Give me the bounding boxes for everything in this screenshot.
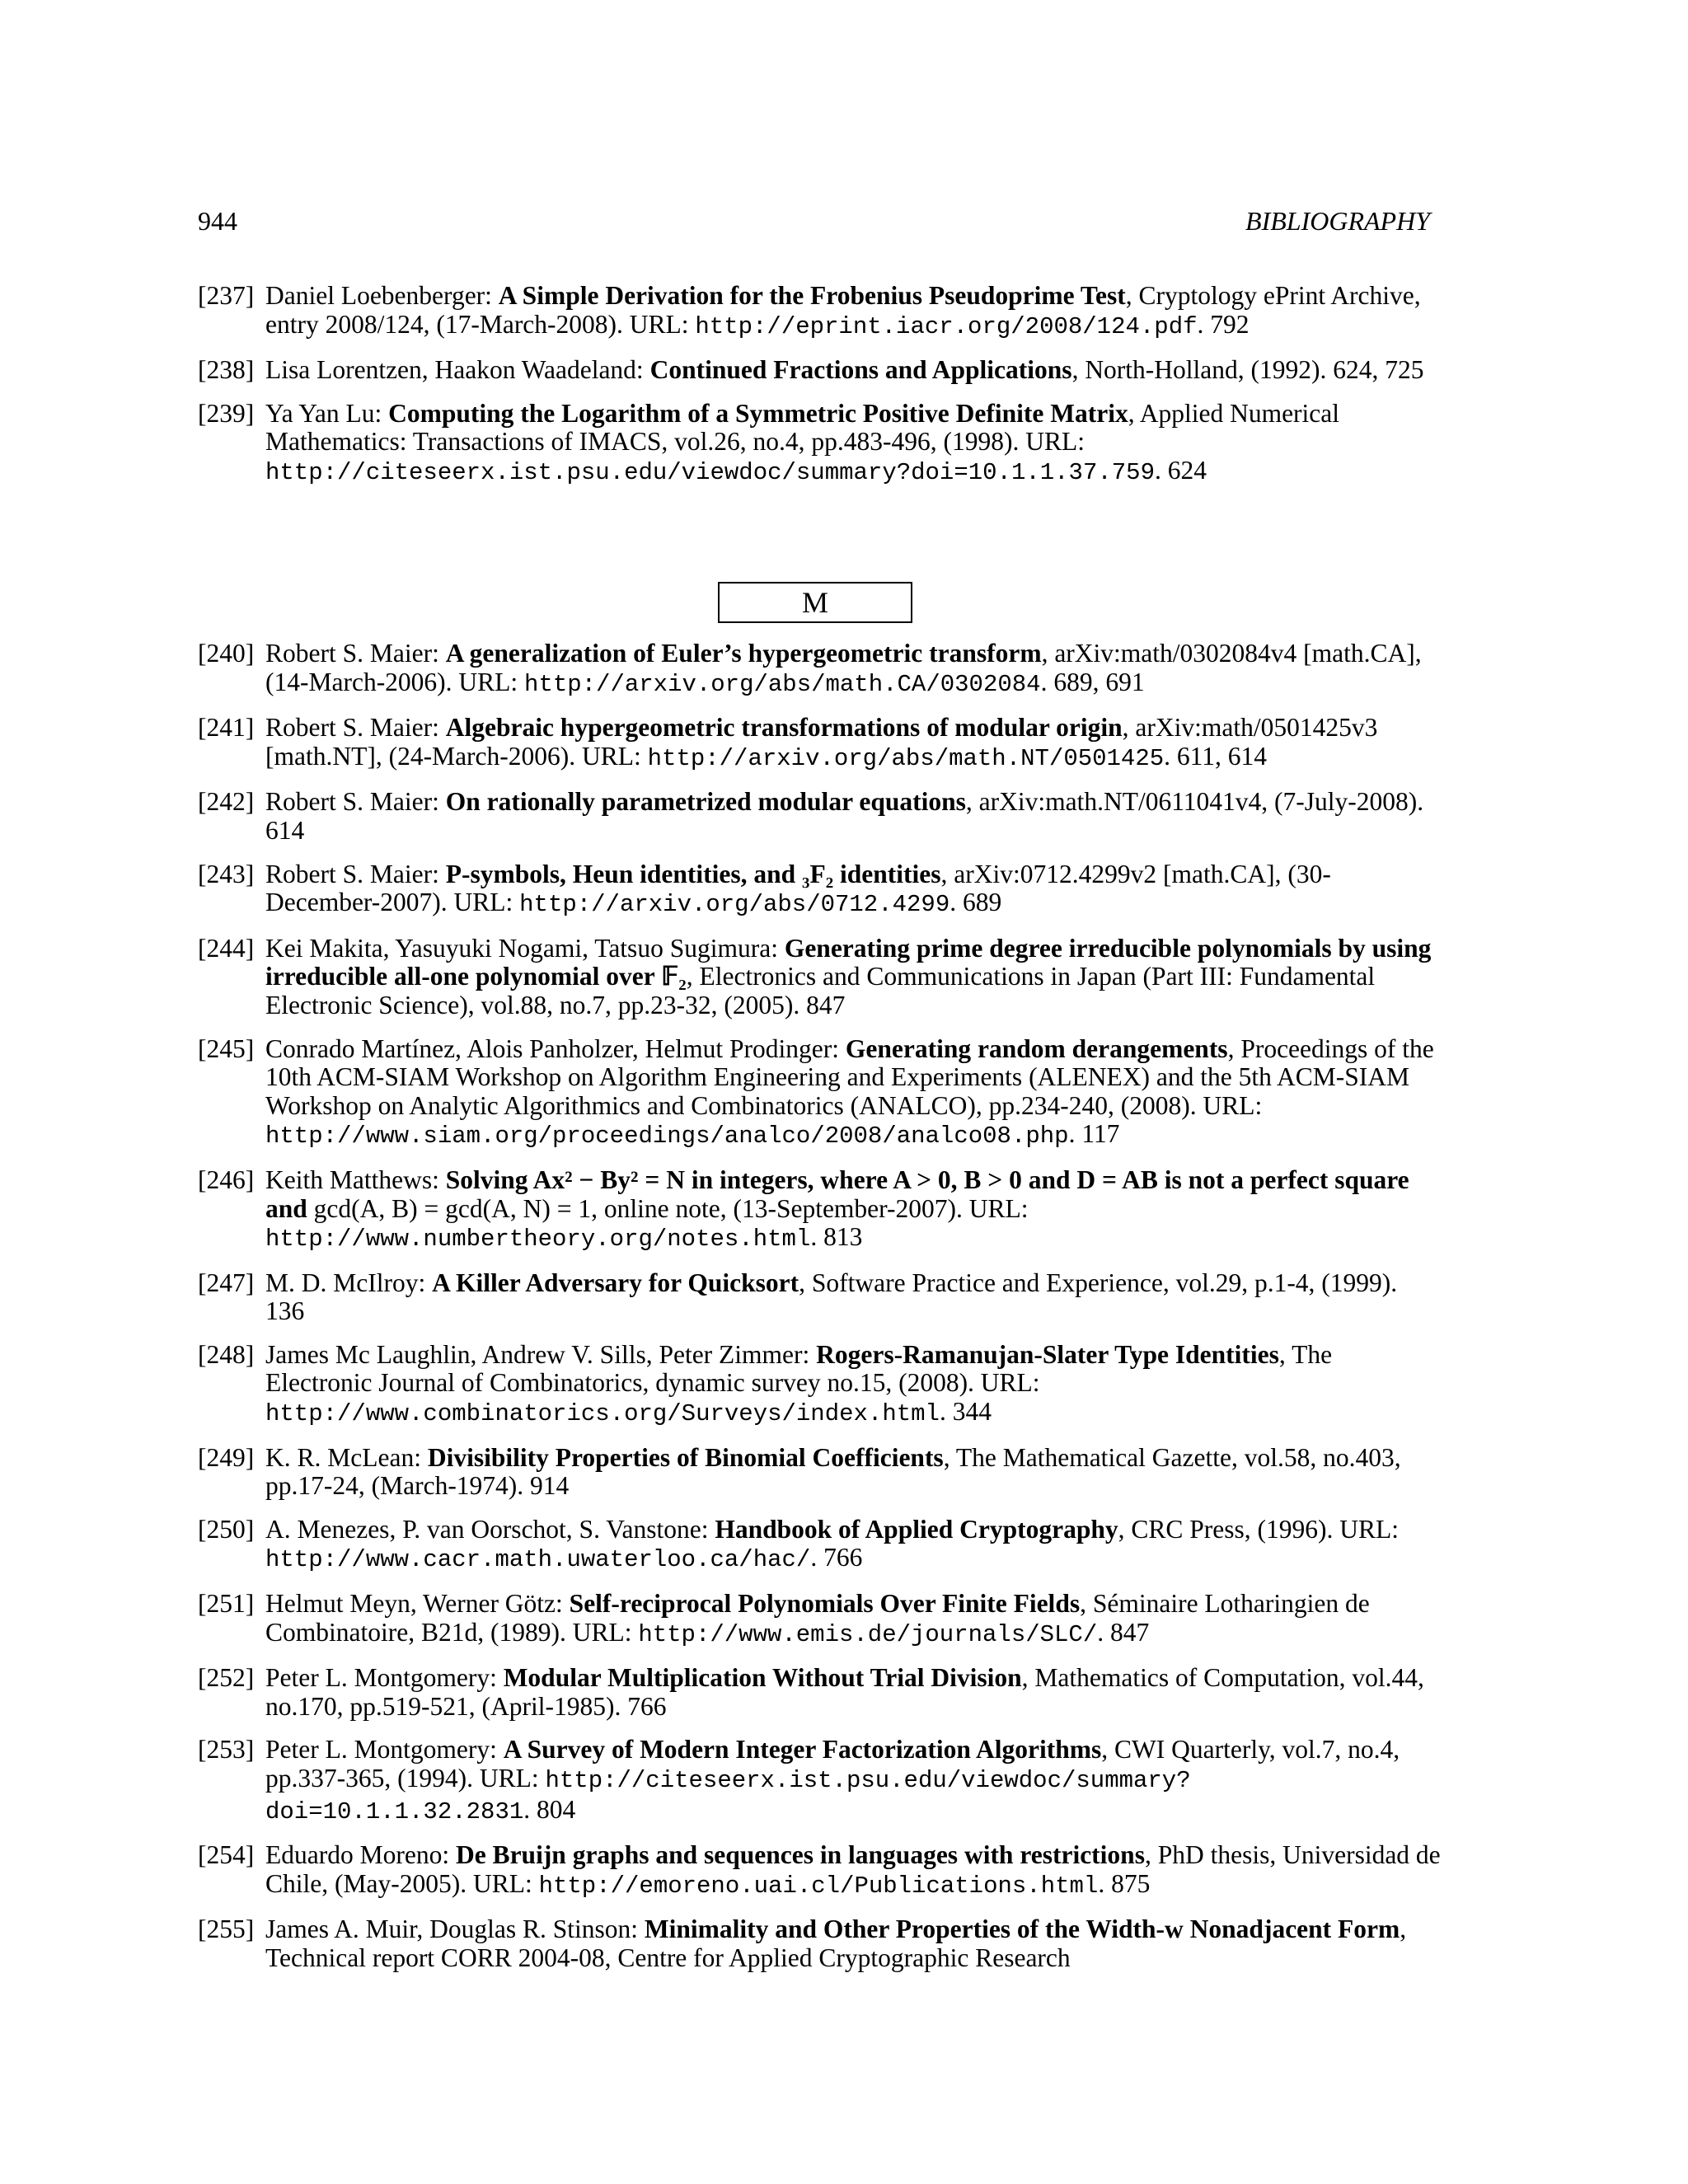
entry-publisher: . 804 (523, 1794, 576, 1824)
entry-title: On rationally parametrized modular equations (445, 787, 966, 817)
entry-number: [245] (198, 1033, 255, 1063)
entry-publisher: . 875 (1098, 1868, 1151, 1898)
entry-text (265, 282, 1442, 341)
bibliography-entry (198, 860, 1442, 920)
entry-publisher: , Software Practice and Experience, vol.29, p.1-4, (1999). 136 (265, 1268, 1398, 1326)
entry-number: [252] (198, 1663, 255, 1693)
entry-publisher: . 344 (939, 1397, 992, 1427)
entry-publisher: , Séminaire Lotharingien de Combinatoire, B21d, (1989). URL: (265, 1589, 1370, 1647)
entry-text (265, 1269, 1442, 1326)
entry-text (265, 1736, 1442, 1826)
entry-publisher: , North-Holland, (1992). 624, 725 (1071, 355, 1424, 385)
entry-author: James A. Muir, Douglas R. Stinson: (265, 1915, 645, 1944)
entry-publisher: . 766 (810, 1543, 863, 1572)
entry-number: [255] (198, 1915, 255, 1944)
page-number: 944 (198, 206, 237, 236)
entry-author: Helmut Meyn, Werner Götz: (265, 1589, 570, 1619)
entry-number: [237] (198, 281, 255, 310)
bibliography-entry (198, 1269, 1442, 1326)
entry-text (265, 1166, 1442, 1254)
entry-publisher: , arXiv:0712.4299v2 [math.CA], (30-December-2007). URL: (265, 859, 1331, 917)
entry-text (265, 1341, 1442, 1429)
bibliography-entry (198, 1664, 1442, 1721)
entry-text (265, 935, 1442, 1020)
entry-publisher: . 689 (950, 888, 1002, 917)
entry-title: Handbook of Applied Cryptography (715, 1514, 1118, 1544)
entry-url[interactable]: http://citeseerx.ist.psu.edu/viewdoc/summary?doi=10.1.1.37.759 (265, 458, 1155, 486)
entry-title: Modular Multiplication Without Trial Division (503, 1663, 1022, 1693)
entry-title: Solving Ax² − By² = N in integers, where A > 0, B > 0 and D = AB is not a perfect square and (265, 1165, 1409, 1223)
entry-publisher: . 792 (1197, 309, 1250, 339)
entry-publisher: , The Electronic Journal of Combinatorics, dynamic survey no.15, (2008). URL: (265, 1339, 1333, 1398)
entry-url[interactable]: http://arxiv.org/abs/math.CA/0302084 (524, 670, 1041, 698)
entry-number: [246] (198, 1165, 255, 1194)
entry-title: Minimality and Other Properties of the Width-w Nonadjacent Form (644, 1915, 1400, 1944)
entry-publisher: . 117 (1068, 1119, 1120, 1149)
entry-publisher: gcd(A, B) = gcd(A, N) = 1, online note, (13-September-2007). URL: (307, 1193, 1029, 1223)
entry-number: [239] (198, 398, 255, 428)
entry-author: Robert S. Maier: (265, 859, 446, 888)
entry-title: De Bruijn graphs and sequences in languages with restrictions (455, 1840, 1145, 1870)
entry-number: [249] (198, 1442, 255, 1472)
entry-text (265, 788, 1442, 845)
entry-url[interactable]: http://arxiv.org/abs/0712.4299 (519, 891, 950, 919)
entry-author: Conrado Martínez, Alois Panholzer, Helmut Prodinger: (265, 1033, 846, 1063)
entry-publisher: , arXiv:math/0302084v4 [math.CA], (14-March-2006). URL: (265, 639, 1422, 696)
entry-url[interactable]: http://eprint.iacr.org/2008/124.pdf (695, 312, 1198, 340)
entry-text (265, 714, 1442, 773)
entry-url[interactable]: http://www.emis.de/journals/SLC/ (638, 1620, 1098, 1648)
bibliography-entry (198, 356, 1442, 385)
entry-publisher: , Mathematics of Computation, vol.44, no.170, pp.519-521, (April-1985). 766 (265, 1663, 1424, 1721)
entry-url[interactable]: http://www.combinatorics.org/Surveys/index.html (265, 1400, 940, 1428)
entry-title: Divisibility Properties of Binomial Coefficients (427, 1442, 944, 1472)
entry-author: K. R. McLean: (265, 1442, 428, 1472)
entry-publisher: , arXiv:math.NT/0611041v4, (7-July-2008). 614 (265, 787, 1424, 845)
entry-text (265, 400, 1442, 488)
entry-author: Peter L. Montgomery: (265, 1663, 504, 1693)
entry-title: Generating prime degree irreducible polynomials by using irreducible all-one polynomial over 𝔽₂ (265, 933, 1432, 991)
entry-publisher: . 611, 614 (1164, 741, 1267, 771)
entry-publisher: , Electronics and Communications in Japan (Part III: Fundamental Electronic Science), vol.88, no.7, pp.23-32, (2005). 847 (265, 962, 1376, 1019)
entry-text (265, 640, 1442, 699)
entry-author: Robert S. Maier: (265, 787, 446, 817)
entry-publisher: , Cryptology ePrint Archive, entry 2008/124, (17-March-2008). URL: (265, 281, 1421, 339)
entry-text (265, 356, 1442, 385)
entry-number: [250] (198, 1514, 255, 1544)
bibliography-entry (198, 1444, 1442, 1501)
entry-number: [244] (198, 933, 255, 963)
entry-author: Peter L. Montgomery: (265, 1735, 504, 1765)
entry-publisher: , CRC Press, (1996). URL: (1118, 1514, 1400, 1544)
bibliography-entry (198, 640, 1442, 699)
running-title: BIBLIOGRAPHY (1245, 206, 1430, 236)
bibliography-list-m (198, 640, 1442, 1973)
bibliography-entry (198, 1341, 1442, 1429)
entry-publisher: . 813 (810, 1222, 863, 1252)
entry-number: [242] (198, 787, 255, 817)
entry-author: Robert S. Maier: (265, 713, 446, 743)
entry-publisher: , The Mathematical Gazette, vol.58, no.403, pp.17-24, (March-1974). 914 (265, 1442, 1401, 1501)
entry-number: [254] (198, 1840, 255, 1870)
bibliography-entry (198, 714, 1442, 773)
entry-author: Eduardo Moreno: (265, 1840, 456, 1870)
entry-number: [243] (198, 859, 255, 888)
entry-author: Kei Makita, Yasuyuki Nogami, Tatsuo Sugimura: (265, 933, 785, 963)
entry-title: Computing the Logarithm of a Symmetric Positive Definite Matrix (388, 398, 1128, 428)
entry-number: [253] (198, 1735, 255, 1765)
section-letter: M (801, 586, 828, 619)
entry-text (265, 1664, 1442, 1721)
entry-author: A. Menezes, P. van Oorschot, S. Vanstone: (265, 1514, 715, 1544)
entry-url[interactable]: http://www.numbertheory.org/notes.html (265, 1226, 811, 1254)
entry-title: A Simple Derivation for the Frobenius Pseudoprime Test (498, 281, 1126, 310)
entry-publisher: . 689, 691 (1040, 667, 1145, 696)
entry-title: A Killer Adversary for Quicksort (432, 1268, 799, 1297)
bibliography-entry (198, 282, 1442, 341)
entry-url[interactable]: http://emoreno.uai.cl/Publications.html (538, 1872, 1099, 1900)
entry-text (265, 1915, 1442, 1972)
entry-url[interactable]: http://citeseerx.ist.psu.edu/viewdoc/summary?doi=10.1.1.32.2831 (265, 1767, 1191, 1825)
entry-number: [241] (198, 713, 255, 743)
entry-author: Lisa Lorentzen, Haakon Waadeland: (265, 355, 650, 385)
entry-publisher: , Technical report CORR 2004-08, Centre for Applied Cryptographic Research (265, 1915, 1407, 1972)
entry-title: Continued Fractions and Applications (649, 355, 1072, 385)
entry-text (265, 1444, 1442, 1501)
bibliography-entry (198, 1841, 1442, 1900)
entry-url[interactable]: http://www.siam.org/proceedings/analco/2008/analco08.php (265, 1122, 1069, 1151)
entry-publisher: . 847 (1097, 1617, 1150, 1647)
entry-title: A Survey of Modern Integer Factorization Algorithms (503, 1735, 1102, 1765)
entry-author: Keith Matthews: (265, 1165, 446, 1194)
entry-title: Algebraic hypergeometric transformations of modular origin (445, 713, 1123, 743)
entry-title: Rogers-Ramanujan-Slater Type Identities (816, 1339, 1279, 1369)
page-header (198, 201, 1430, 241)
bibliography-list-l (198, 282, 1442, 503)
entry-text (265, 860, 1442, 920)
entry-publisher: , Proceedings of the 10th ACM-SIAM Workshop on Algorithm Engineering and Experiments (ALENEX) and the 5th ACM-SIAM Workshop on Analytic Algorithmics and Combinatorics (ANALCO), pp.234-240, (2008). URL: (265, 1033, 1434, 1120)
entry-publisher: . 624 (1154, 455, 1207, 485)
entry-title: A generalization of Euler’s hypergeometric transform (445, 639, 1042, 668)
entry-author: M. D. McIlroy: (265, 1268, 433, 1297)
entry-text (265, 1841, 1442, 1900)
entry-url[interactable]: http://www.cacr.math.uwaterloo.ca/hac/ (265, 1546, 811, 1574)
entry-publisher: , PhD thesis, Universidad de Chile, (May-2005). URL: (265, 1840, 1441, 1898)
bibliography-entry (198, 1590, 1442, 1649)
entry-title: P-symbols, Heun identities, and ₃F₂ identities (445, 859, 941, 888)
bibliography-entry (198, 1736, 1442, 1826)
bibliography-entry (198, 1166, 1442, 1254)
entry-title: Self-reciprocal Polynomials Over Finite Fields (569, 1589, 1081, 1619)
entry-url[interactable]: http://arxiv.org/abs/math.NT/0501425 (647, 744, 1165, 772)
entry-publisher: , CWI Quarterly, vol.7, no.4, pp.337-365, (1994). URL: (265, 1735, 1400, 1793)
entry-title: Generating random derangements (845, 1033, 1228, 1063)
bibliography-entry (198, 1915, 1442, 1972)
section-letter-box (718, 582, 912, 623)
entry-author: Robert S. Maier: (265, 639, 446, 668)
bibliography-section-m (198, 567, 1442, 1988)
bibliography-entry (198, 400, 1442, 488)
entry-number: [248] (198, 1339, 255, 1369)
entry-publisher: , arXiv:math/0501425v3 [math.NT], (24-March-2006). URL: (265, 713, 1378, 771)
entry-publisher: , Applied Numerical Mathematics: Transactions of IMACS, vol.26, no.4, pp.483-496, (1998). URL: (265, 398, 1340, 457)
entry-author: Daniel Loebenberger: (265, 281, 499, 310)
bibliography-entry (198, 788, 1442, 845)
bibliography-entry (198, 1516, 1442, 1575)
entry-text (265, 1590, 1442, 1649)
entry-number: [247] (198, 1268, 255, 1297)
entry-number: [251] (198, 1589, 255, 1619)
entry-author: Ya Yan Lu: (265, 398, 389, 428)
entry-text (265, 1516, 1442, 1575)
entry-number: [240] (198, 639, 255, 668)
entry-author: James Mc Laughlin, Andrew V. Sills, Peter Zimmer: (265, 1339, 817, 1369)
entry-text (265, 1035, 1442, 1151)
entry-number: [238] (198, 355, 255, 385)
bibliography-entry (198, 1035, 1442, 1151)
bibliography-entry (198, 935, 1442, 1020)
